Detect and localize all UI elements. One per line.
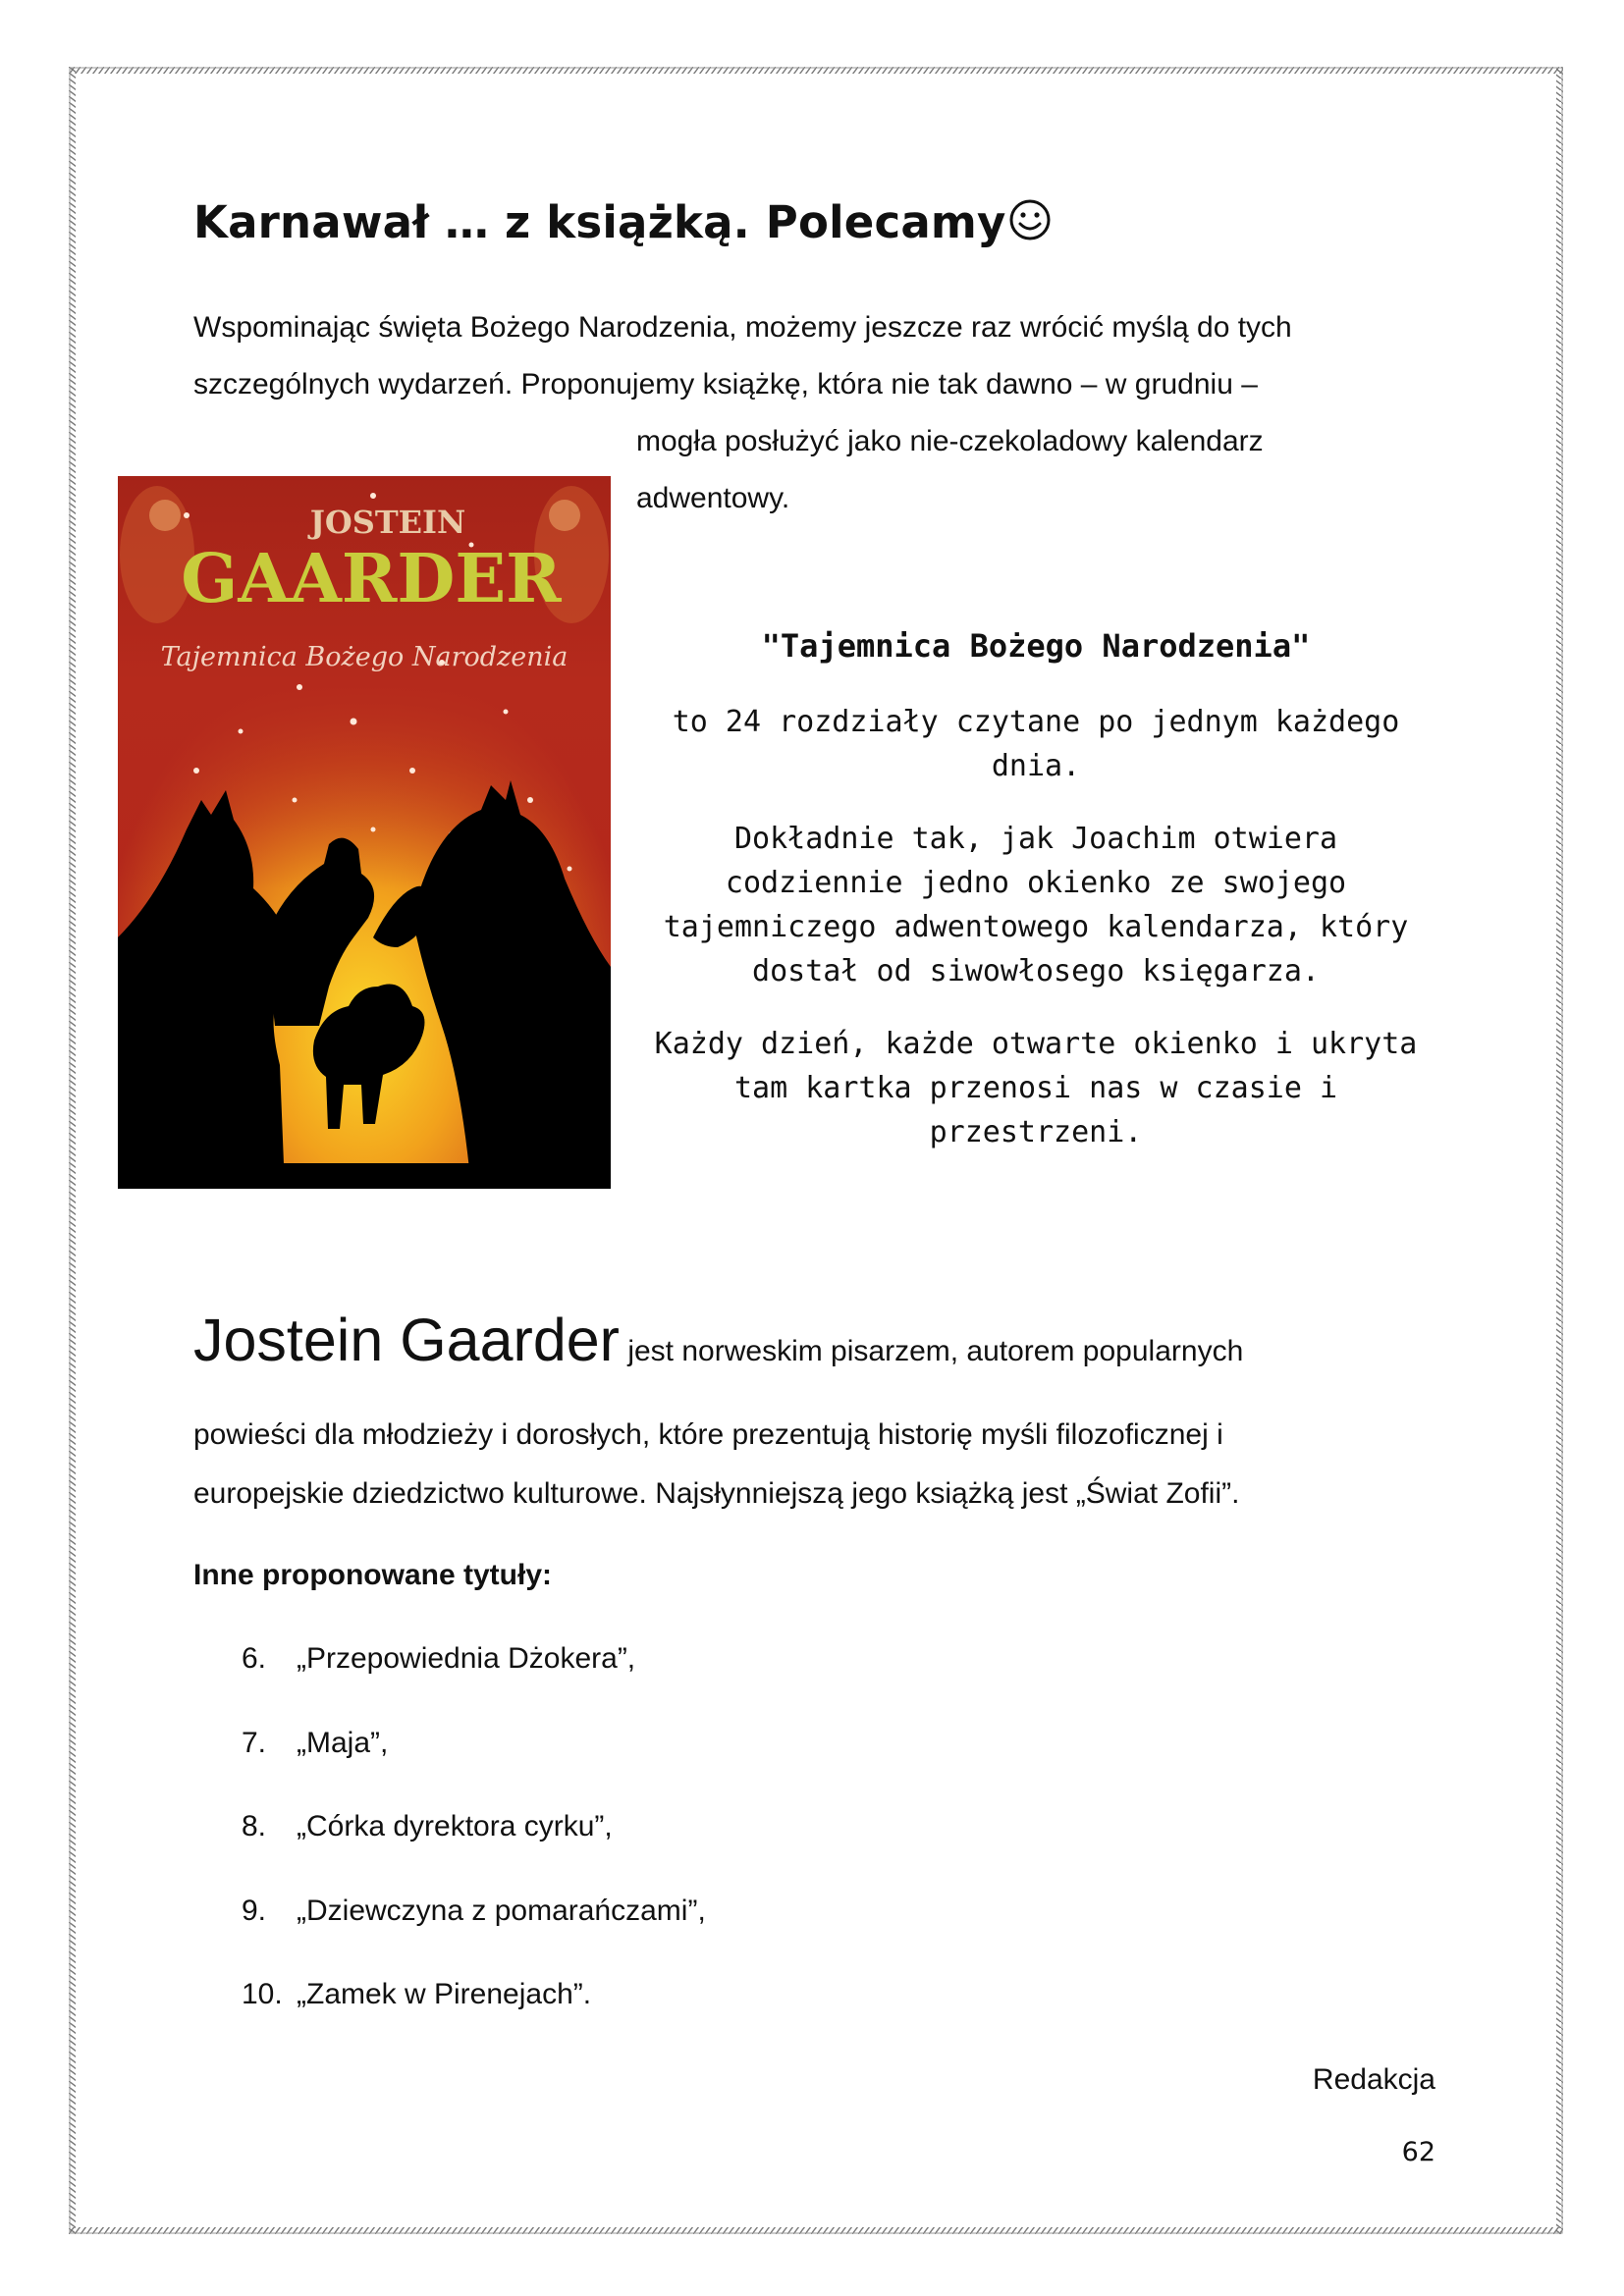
list-item-text: „Przepowiednia Dżokera”,: [297, 1642, 636, 1675]
intro-paragraph-continued: [636, 413, 1264, 527]
author-intro-text: jest norweskim pisarzem, autorem popularnych: [620, 1335, 1244, 1367]
description-line: powieści dla młodzieży i dorosłych, które prezentują historię myśli filozoficznej i: [193, 1418, 1223, 1451]
other-titles-heading: Inne proponowane tytuły:: [193, 1559, 552, 1591]
list-item-number: 7.: [242, 1726, 267, 1759]
intro-line: mogła posłużyć jako nie-czekoladowy kalendarz: [636, 425, 1264, 457]
intro-line: szczególnych wydarzeń. Proponujemy książkę, która nie tak dawno – w grudniu –: [193, 368, 1258, 400]
list-item-number: 6.: [242, 1642, 267, 1675]
list-item-text: „Maja”,: [297, 1726, 389, 1759]
cover-title: Tajemnica Bożego Narodzenia: [160, 642, 568, 672]
article-title: [193, 196, 1052, 252]
feature-line: codziennie jedno okienko ze swojego: [725, 866, 1347, 900]
feature-book-title: "Tajemnica Bożego Narodzenia": [761, 627, 1311, 665]
list-item-number: 8.: [242, 1810, 267, 1842]
list-item-number: 9.: [242, 1894, 267, 1927]
list-item-text: „Dziewczyna z pomarańczami”,: [297, 1894, 706, 1927]
list-item-number: 10.: [242, 1978, 283, 2010]
feature-line: Dokładnie tak, jak Joachim otwiera: [733, 822, 1338, 856]
intro-line: adwentowy.: [636, 482, 790, 514]
feature-line: tam kartka przenosi nas w czasie i: [733, 1071, 1338, 1105]
list-item: [242, 1727, 706, 1811]
list-item: [242, 1810, 706, 1895]
list-item-text: „Córka dyrektora cyrku”,: [297, 1810, 613, 1842]
list-item: [242, 1978, 706, 2062]
feature-line: przestrzeni.: [929, 1115, 1143, 1149]
intro-paragraph: [193, 299, 1292, 413]
description-line: europejskie dziedzictwo kulturowe. Najsłynniejszą jego książką jest „Świat Zofii”.: [193, 1477, 1240, 1510]
feature-paragraph-3: [638, 1022, 1434, 1154]
feature-paragraph-1: [638, 700, 1434, 788]
cover-author-first: JOSTEIN: [309, 504, 466, 541]
feature-line: dnia.: [991, 749, 1081, 783]
smiley-icon: [1008, 198, 1052, 252]
signature: Redakcja: [1312, 2063, 1435, 2096]
author-intro: [193, 1306, 1470, 1374]
feature-line: tajemniczego adwentowego kalendarza, który: [663, 910, 1409, 944]
intro-line: Wspominając święta Bożego Narodzenia, możemy jeszcze raz wrócić myślą do tych: [193, 311, 1292, 344]
feature-line: to 24 rozdziały czytane po jednym każdego: [672, 705, 1400, 739]
page-number: 62: [1401, 2137, 1435, 2167]
list-item: [242, 1895, 706, 1979]
cover-author-last: GAARDER: [181, 540, 562, 618]
other-titles-list: [242, 1642, 706, 2062]
article-title-text: Karnawał … z książką. Polecamy: [193, 196, 1006, 248]
author-description: [193, 1406, 1239, 1523]
feature-paragraph-2: [638, 817, 1434, 993]
list-item-text: „Zamek w Pirenejach”.: [297, 1978, 592, 2010]
feature-line: Każdy dzień, każde otwarte okienko i ukryta: [654, 1027, 1418, 1061]
author-name: Jostein Gaarder: [193, 1307, 620, 1373]
list-item: [242, 1642, 706, 1727]
feature-line: dostał od siwowłosego księgarza.: [752, 954, 1320, 988]
book-cover-image: [118, 476, 611, 1189]
